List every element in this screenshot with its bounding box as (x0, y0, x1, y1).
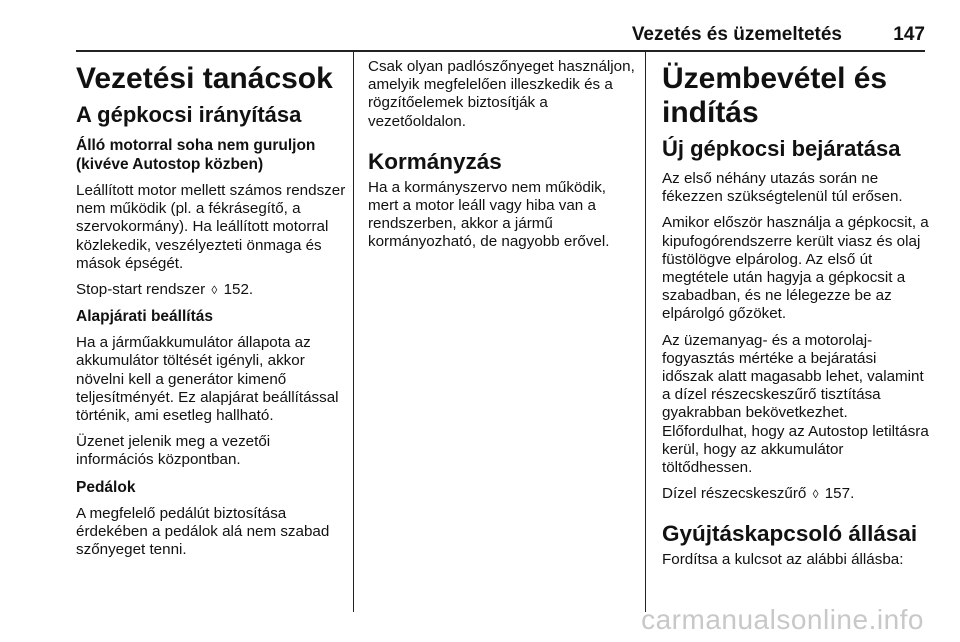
paragraph: Üzenet jelenik meg a vezetői információs központban. (76, 433, 271, 469)
paragraph: Amikor először használja a gépkocsit, a kipufogórendszerre került viasz és olaj füstölögve elpárolog. Az első út megtétele után hagyja a gépkocsit a szabadban, és ne lélegezze be az elpárolgó gőzöket. (662, 214, 929, 323)
header-divider (76, 50, 925, 52)
column-divider-2 (645, 52, 646, 612)
section-title: Vezetési tanácsok (76, 62, 333, 95)
subsection-title-steering: Kormányzás (368, 148, 502, 174)
cross-reference-page: 157. (824, 485, 855, 503)
cross-reference[interactable] (662, 485, 932, 503)
paragraph: A megfelelő pedálút biztosítása érdekében a pedálok alá nem szabad szőnyeget tenni. (76, 504, 330, 559)
paragraph: Csak olyan padlószőnyeget használjon, amelyik megfelelően illeszkedik és a rögzítőelemek biztosítják a vezetőoldalon. (368, 58, 635, 130)
page-header (0, 0, 960, 52)
cross-reference-page: 152. (223, 281, 254, 299)
paragraph: Ha a járműakkumulátor állapota az akkumulátor töltését igényli, akkor növelni kell a generátor kimenő teljesítményét. Ez alapjárat beállítással történik, ami esetleg hallható. (76, 334, 339, 425)
topic-heading-pedals: Pedálok (76, 478, 136, 496)
cross-reference-arrow-icon: ◊ (812, 487, 819, 502)
column-2 (368, 58, 638, 260)
topic-heading-idle: Alapjárati beállítás (76, 308, 213, 326)
cross-reference[interactable] (76, 281, 352, 299)
subsection-title-ignition: Gyújtáskapcsoló állásai (662, 521, 918, 547)
column-divider-1 (353, 52, 354, 612)
paragraph: Ha a kormányszervo nem működik, mert a motor leáll vagy hiba van a rendszerben, akkor a jármű kormányozható, de nagyobb erővel. (368, 178, 610, 251)
column-1 (76, 58, 352, 567)
page-number: 147 (893, 24, 925, 45)
running-header-title: Vezetés és üzemeltetés (631, 24, 842, 45)
subsection-title: Új gépkocsi bejáratása (662, 136, 901, 161)
cross-reference-text: Stop-start rendszer (76, 281, 206, 299)
topic-heading-engine-off: Álló motorral soha nem guruljon (kivéve Autostop közben) (76, 137, 316, 173)
subsection-title: A gépkocsi irányítása (76, 102, 302, 127)
column-3 (662, 58, 932, 578)
paragraph: Leállított motor mellett számos rendszer nem működik (pl. a fékrásegítő, a szervokormány). Ha leállított motorral közlekedik, veszélyezteti önmaga és mások épségét. (76, 182, 346, 272)
cross-reference-arrow-icon: ◊ (211, 283, 218, 298)
paragraph: Az első néhány utazás során ne fékezzen szükségtelenül túl erősen. (662, 170, 903, 206)
section-title: Üzembevétel és indítás (662, 62, 888, 129)
watermark: carmanualsonline.info (641, 604, 924, 635)
paragraph: Fordítsa a kulcsot az alábbi állásba: (662, 551, 904, 569)
cross-reference-text: Dízel részecskeszűrő (662, 485, 807, 503)
paragraph: Az üzemanyag- és a motorolaj-fogyasztás mértéke a bejáratási időszak alatt magasabb lehet, valamint a dízel részecskeszűrő tisztítása gyakrabban bekövetkezhet. Előfordulhat, hogy az Autostop letiltásra kerül, hogy az akkumulátor töltődhessen. (662, 331, 929, 477)
